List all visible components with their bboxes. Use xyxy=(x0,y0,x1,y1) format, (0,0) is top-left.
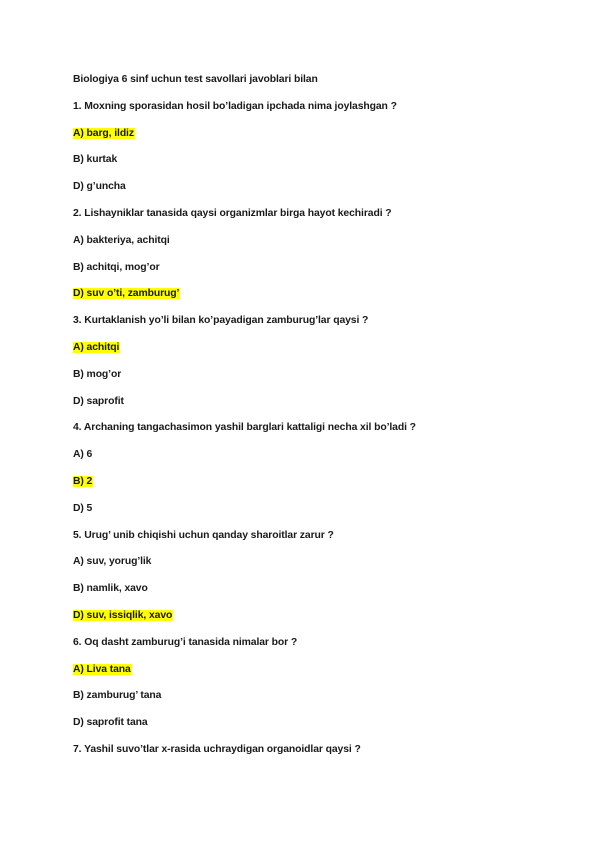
question-3-option-b: B) mog’or xyxy=(73,368,122,380)
question-1: 1. Moxning sporasidan hosil bo’ladigan ipchada nima joylashgan ? xyxy=(73,100,397,112)
question-3: 3. Kurtaklanish yo’li bilan ko’payadigan zamburug’lar qaysi ? xyxy=(73,315,369,327)
question-6-option-b: B) zamburug’ tana xyxy=(73,690,162,702)
question-2-option-b: B) achitqi, mog’or xyxy=(73,261,160,273)
correct-answer-highlight: D) suv, issiqlik, xavo xyxy=(73,609,173,621)
question-5: 5. Urug’ unib chiqishi uchun qanday sharoitlar zarur ? xyxy=(73,529,334,541)
question-2-option-d xyxy=(73,287,553,300)
question-3-option-a xyxy=(73,341,553,354)
correct-answer-highlight: A) achitqi xyxy=(73,341,120,353)
question-1-option-b: B) kurtak xyxy=(73,154,118,166)
question-5-option-a: A) suv, yorug’lik xyxy=(73,556,152,568)
question-2: 2. Lishayniklar tanasida qaysi organizmlar birga hayot kechiradi ? xyxy=(73,207,392,219)
question-7: 7. Yashil suvo’tlar x-rasida uchraydigan organoidlar qaysi ? xyxy=(73,743,361,755)
question-1-option-d: D) g’uncha xyxy=(73,181,126,193)
document-page xyxy=(73,73,553,770)
question-5-option-d xyxy=(73,609,553,622)
question-6-option-a xyxy=(73,663,553,676)
question-4-option-b xyxy=(73,475,553,488)
question-6-option-d: D) saprofit tana xyxy=(73,717,148,729)
correct-answer-highlight: A) barg, ildiz xyxy=(73,127,134,139)
question-4-option-d: D) 5 xyxy=(73,502,93,514)
question-4-option-a: A) 6 xyxy=(73,449,93,461)
correct-answer-highlight: D) suv o’ti, zamburug’ xyxy=(73,288,180,300)
document-title: Biologiya 6 sinf uchun test savollari javoblari bilan xyxy=(73,74,318,85)
question-3-option-d: D) saprofit xyxy=(73,395,124,407)
correct-answer-highlight: B) 2 xyxy=(73,475,93,487)
question-2-option-a: A) bakteriya, achitqi xyxy=(73,234,170,246)
correct-answer-highlight: A) Liva tana xyxy=(73,663,131,675)
question-5-option-b: B) namlik, xavo xyxy=(73,583,148,595)
question-1-option-a xyxy=(73,127,553,140)
question-4: 4. Archaning tangachasimon yashil barglari kattaligi necha xil bo’ladi ? xyxy=(73,422,416,434)
question-6: 6. Oq dasht zamburug’i tanasida nimalar bor ? xyxy=(73,636,298,648)
